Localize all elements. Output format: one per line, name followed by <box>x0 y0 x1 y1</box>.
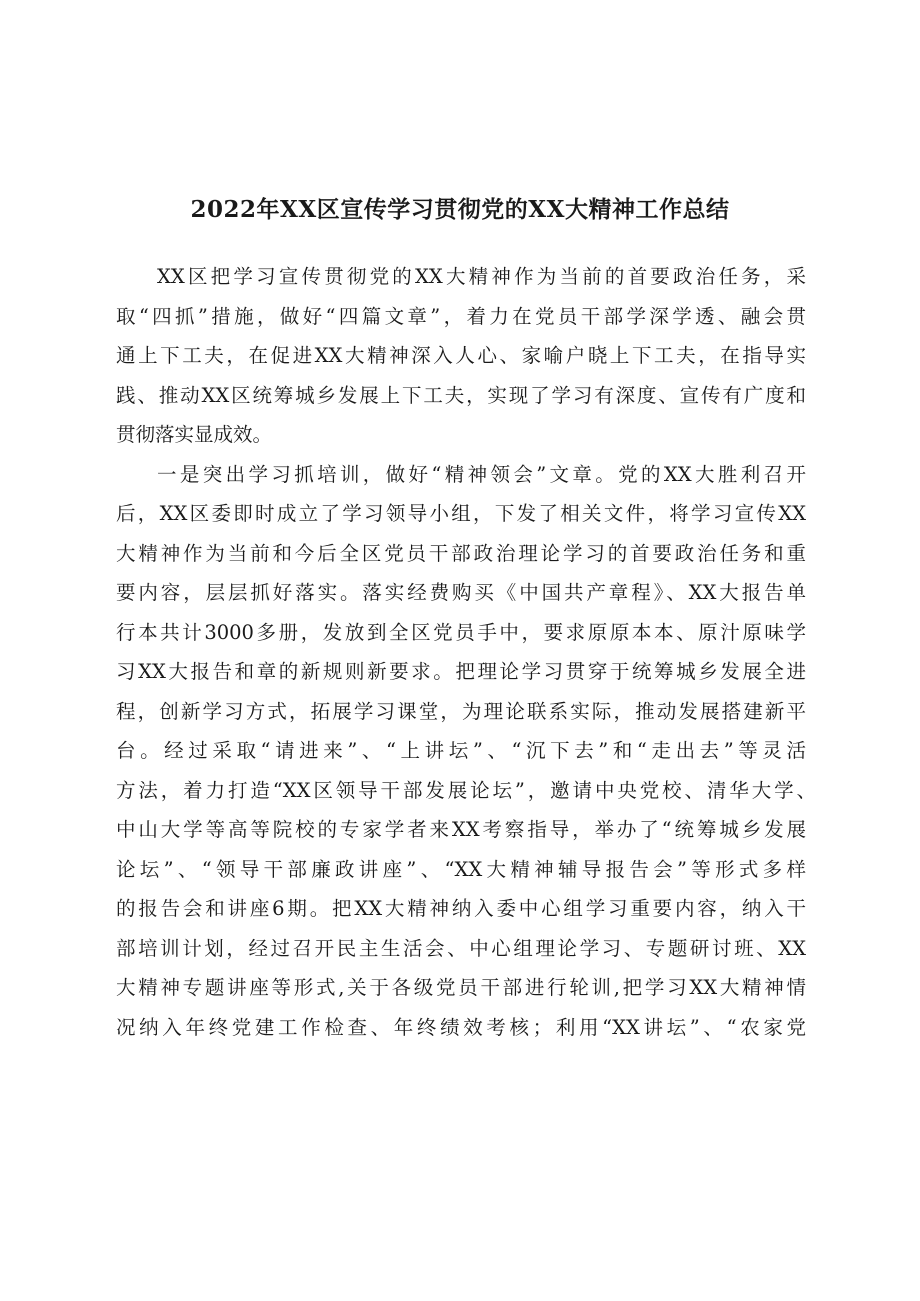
paragraph-line: 后，XX区委即时成立了学习领导小组，下发了相关文件，将学习宣传XX <box>116 502 806 525</box>
paragraph-line: 行本共计3000多册，发放到全区党员手中，要求原原本本、原汁原味学 <box>116 620 806 644</box>
paragraph-line: 论坛”、“领导干部廉政讲座”、“XX大精神辅导报告会”等形式多样 <box>116 857 806 881</box>
document-title: 2022年XX区宣传学习贯彻党的XX大精神工作总结 <box>190 196 730 223</box>
paragraph-line: 大精神作为当前和今后全区党员干部政治理论学习的首要政治任务和重 <box>116 541 806 565</box>
paragraph-line: 贯彻落实显成效。 <box>116 423 273 446</box>
paragraph-line: 习XX大报告和章的新规则新要求。把理论学习贯穿于统筹城乡发展全进 <box>116 660 806 683</box>
paragraph-line: 的报告会和讲座6期。把XX大精神纳入委中心组学习重要内容，纳入干 <box>116 897 806 920</box>
paragraph-line: 方法，着力打造“XX区领导干部发展论坛”，邀请中央党校、清华大学、 <box>116 778 816 802</box>
paragraph-line: 中山大学等高等院校的专家学者来XX考察指导，举办了“统筹城乡发展 <box>116 818 806 841</box>
paragraph-line: 取“四抓”措施，做好“四篇文章”，着力在党员干部学深学透、融会贯 <box>116 304 806 328</box>
paragraph-line: 要内容，层层抓好落实。落实经费购买《中国共产章程》、XX大报告单 <box>116 581 806 604</box>
paragraph-line: 大精神专题讲座等形式,关于各级党员干部进行轮训,把学习XX大精神情 <box>116 976 806 999</box>
paragraph-line: 一是突出学习抓培训，做好“精神领会”文章。党的XX大胜利召开 <box>157 462 806 486</box>
paragraph-line: 台。经过采取“请进来”、“上讲坛”、“沉下去”和“走出去”等灵活 <box>116 739 806 762</box>
paragraph-line: 通上下工夫，在促进XX大精神深入人心、家喻户晓上下工夫，在指导实 <box>116 344 806 367</box>
paragraph-intro <box>116 257 806 455</box>
paragraph-line: 部培训计划，经过召开民主生活会、中心组理论学习、专题研讨班、XX <box>116 936 806 960</box>
paragraph-training <box>116 455 816 1048</box>
paragraph-line: 程，创新学习方式，拓展学习课堂，为理论联系实际，推动发展搭建新平 <box>116 699 806 723</box>
paragraph-line: XX区把学习宣传贯彻党的XX大精神作为当前的首要政治任务，采 <box>157 265 806 288</box>
paragraph-line: 践、推动XX区统筹城乡发展上下工夫，实现了学习有深度、宣传有广度和 <box>116 383 806 407</box>
document-body <box>116 257 816 1047</box>
paragraph-line: 况纳入年终党建工作检查、年终绩效考核；利用“XX讲坛”、“农家党 <box>116 1015 806 1039</box>
